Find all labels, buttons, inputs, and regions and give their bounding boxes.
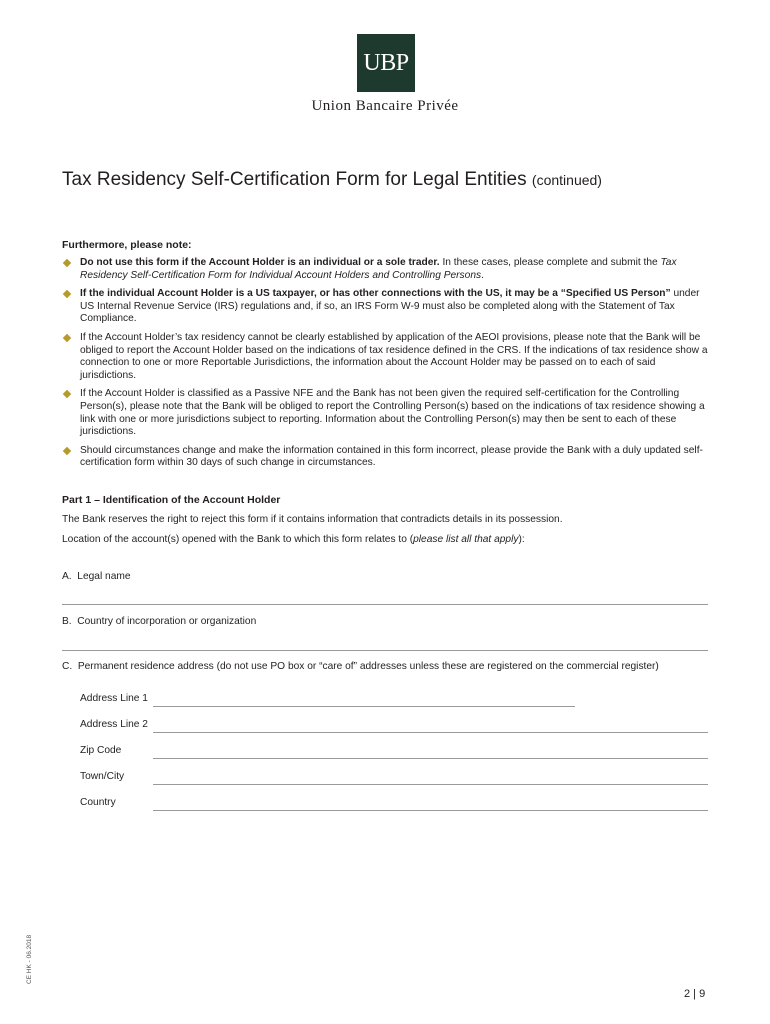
list-item: [62, 332, 708, 382]
page-title: [62, 169, 602, 191]
part1-heading: Part 1 – Identification of the Account Holder: [62, 494, 281, 506]
zip-code-field[interactable]: [153, 758, 708, 759]
note-text: Should circumstances change and make the information contained in this form incorrect, please provide the Bank with a duly updated self-certification form within 30 days of such change in circumstances.: [80, 444, 703, 469]
note-text: under US Internal Revenue Service (IRS) regulations and, if so, an IRS Form W-9 must also be completed along with the Statement of Tax Compliance.: [80, 288, 700, 325]
location-tail: ):: [518, 534, 525, 545]
logo-text: UBP: [363, 49, 409, 76]
notes-list: [62, 257, 708, 476]
location-main: Location of the account(s) opened with the Bank to which this form relates to (: [62, 534, 414, 545]
form-code: CE HK - 06.2018: [26, 934, 33, 984]
note-italic: Tax Residency Self-Certification Form for Individual Account Holders and Controlling Persons: [80, 257, 677, 281]
address-line1-field[interactable]: [153, 706, 575, 707]
country-incorporation-label: B. Country of incorporation or organization: [62, 616, 257, 627]
diamond-bullet-icon: [63, 390, 71, 398]
location-italic: please list all that apply: [413, 534, 519, 545]
permanent-address-label: C. Permanent residence address (do not use PO box or “care of” addresses unless these are registered on the commercial register): [62, 661, 659, 672]
note-text: If the Account Holder’s tax residency cannot be clearly established by application of the AEOI provisions, please note that the Bank will be obliged to report the Account Holder based on the indications of tax residence defined in the CRS. If the indications of tax residence show a connection to one or more Reportable Jurisdictions, the information about the Account Holder may be passed on to each of said jurisdictions.: [80, 331, 708, 381]
note-bold: Do not use this form if the Account Holder is an individual or a sole trader.: [80, 257, 440, 268]
ubp-logo: [357, 34, 415, 92]
notes-heading: Furthermore, please note:: [62, 239, 192, 251]
diamond-bullet-icon: [63, 334, 71, 342]
note-tail: .: [481, 269, 484, 281]
diamond-bullet-icon: [63, 290, 71, 298]
country-incorporation-field[interactable]: [62, 650, 708, 651]
location-text: [62, 534, 525, 545]
list-item: [62, 445, 708, 470]
page-number: 2 | 9: [684, 988, 706, 1000]
bank-name: Union Bancaire Privée: [311, 98, 459, 114]
country-field[interactable]: [153, 810, 708, 811]
zip-code-label: Zip Code: [80, 745, 122, 756]
town-city-label: Town/City: [80, 771, 125, 782]
note-text: If the Account Holder is classified as a Passive NFE and the Bank has not been given the required self-certification for the Controlling Person(s), please note that the Bank will be obliged to report the Controlling Person(s) based on the indications of tax residence showing a link with one or more jurisdictions subject to reporting. Information about the Controlling Person(s) may then be sent to each of these jurisdictions.: [80, 388, 705, 438]
title-main: Tax Residency Self-Certification Form for Legal Entities: [62, 169, 527, 190]
list-item: [62, 257, 708, 282]
address-line1-label: Address Line 1: [80, 693, 148, 704]
list-item: [62, 388, 708, 438]
diamond-bullet-icon: [63, 446, 71, 454]
diamond-bullet-icon: [63, 259, 71, 267]
legal-name-label: A. Legal name: [62, 571, 131, 582]
note-bold: If the individual Account Holder is a US taxpayer, or has other connections with the US, it may be a “Specified US Person”: [80, 288, 671, 300]
note-text: In these cases, please complete and submit the: [439, 257, 661, 268]
reserve-text: The Bank reserves the right to reject this form if it contains information that contradicts details in its possession.: [62, 514, 563, 525]
address-line2-field[interactable]: [153, 732, 708, 733]
country-label: Country: [80, 797, 116, 808]
list-item: [62, 288, 708, 326]
address-line2-label: Address Line 2: [80, 719, 148, 730]
town-city-field[interactable]: [153, 784, 708, 785]
legal-name-field[interactable]: [62, 604, 708, 605]
title-suffix: (continued): [531, 172, 602, 188]
